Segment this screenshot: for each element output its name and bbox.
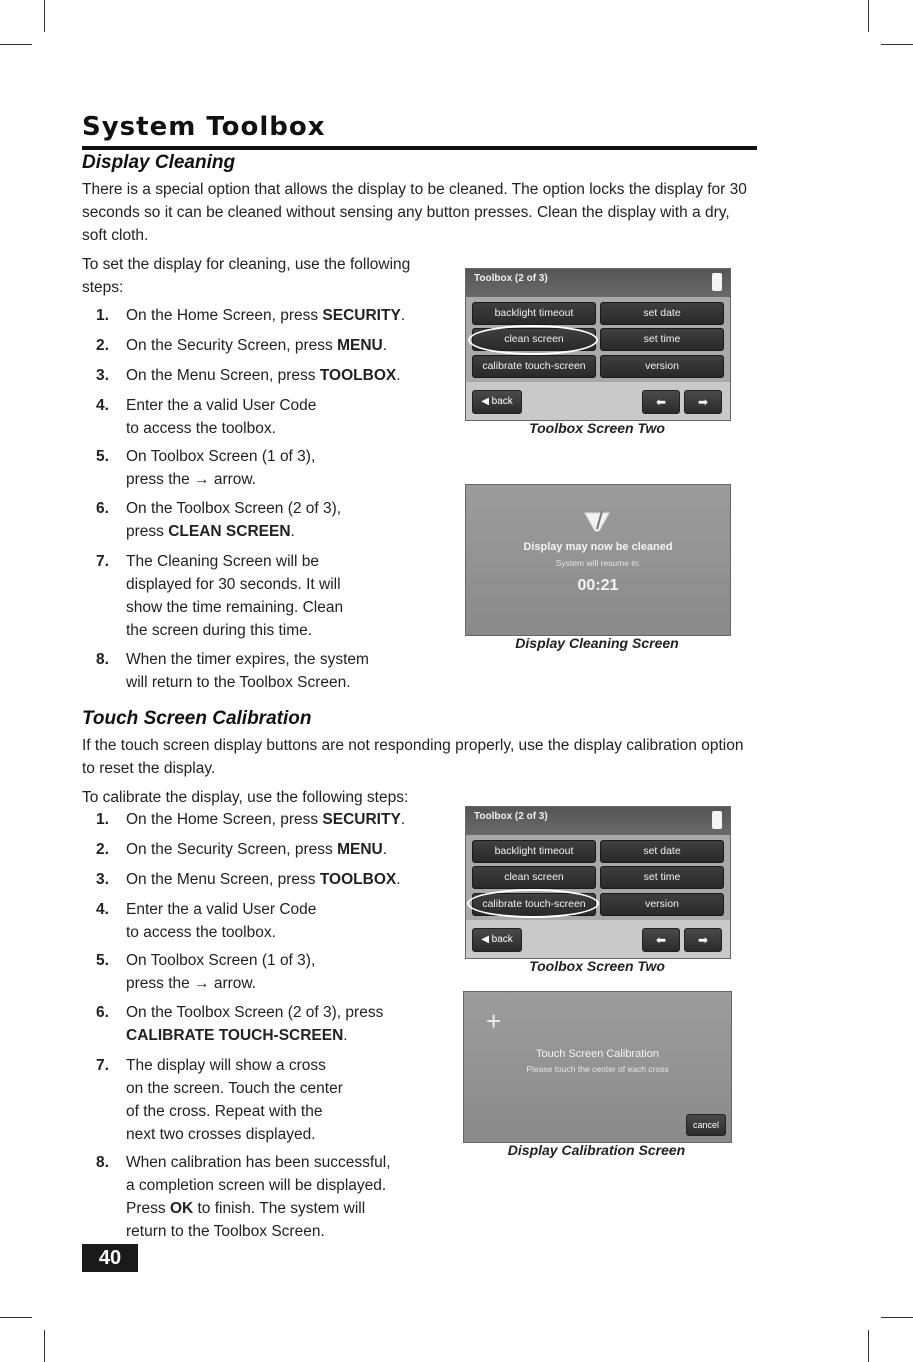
- crop-mark: [881, 44, 913, 45]
- right-arrow-button[interactable]: ➡: [684, 928, 722, 952]
- backlight-timeout-button[interactable]: backlight timeout: [472, 302, 596, 325]
- cleaning-heading: Display Cleaning: [82, 152, 236, 173]
- back-button[interactable]: ◀ back: [472, 390, 522, 414]
- cleaning-caption: Display Cleaning Screen: [515, 635, 679, 651]
- cleaning-lead: To set the display for cleaning, use the following steps:: [82, 256, 411, 296]
- page-number: 40: [82, 1244, 138, 1272]
- calibration-lead: To calibrate the display, use the following steps:: [82, 789, 409, 806]
- calibration-title: Touch Screen Calibration: [536, 1048, 659, 1060]
- calibration-intro: If the touch screen display buttons are not responding properly, use the display calibration option to reset the display.: [82, 737, 744, 777]
- calibrate-touch-screen-button[interactable]: calibrate touch-screen: [472, 893, 596, 916]
- cleaning-message: Display may now be cleaned: [523, 541, 673, 553]
- resume-text: System will resume in:: [555, 558, 641, 568]
- title-rule: [82, 146, 757, 150]
- right-arrow-button[interactable]: ➡: [684, 390, 722, 414]
- crop-mark: [0, 1317, 32, 1318]
- toolbox-caption: Toolbox Screen Two: [529, 420, 665, 436]
- backlight-timeout-button[interactable]: backlight timeout: [472, 840, 596, 863]
- cleaning-screen-image: [465, 484, 731, 636]
- crop-mark: [868, 1330, 869, 1362]
- clean-screen-button[interactable]: clean screen: [472, 866, 596, 889]
- plug-icon: [712, 273, 722, 291]
- version-button[interactable]: version: [600, 355, 724, 378]
- back-button[interactable]: ◀ back: [472, 928, 522, 952]
- set-time-button[interactable]: set time: [600, 328, 724, 351]
- toolbox-header: [466, 807, 730, 835]
- plug-icon: [712, 811, 722, 829]
- countdown-timer: 00:21: [577, 577, 619, 594]
- toolbox-screen-image: [465, 268, 731, 421]
- toolbox-caption-2: Toolbox Screen Two: [529, 958, 665, 974]
- toolbox-screen-image-2: [465, 806, 731, 959]
- clean-screen-button[interactable]: clean screen: [472, 328, 596, 351]
- crop-mark: [0, 44, 32, 45]
- toolbox-title: Toolbox (2 of 3): [474, 811, 548, 822]
- highlight-circle: [467, 889, 599, 918]
- cancel-button[interactable]: cancel: [686, 1114, 726, 1136]
- crop-mark: [881, 1317, 913, 1318]
- calibration-instruction: Please touch the center of each cross: [526, 1064, 669, 1074]
- toolbox-header: [466, 269, 730, 297]
- highlight-circle: [468, 325, 598, 355]
- toolbox-title: Toolbox (2 of 3): [474, 273, 548, 284]
- crop-mark: [44, 1330, 45, 1362]
- cleaning-intro: There is a special option that allows the display to be cleaned. The option locks the display for 30 seconds so it can be cleaned without sensing any button presses. Clean the display with a dry, soft cloth.: [82, 181, 747, 244]
- calibration-caption: Display Calibration Screen: [507, 1142, 686, 1158]
- wiper-icon: [582, 507, 612, 533]
- crop-mark: [44, 0, 45, 32]
- crop-mark: [868, 0, 869, 32]
- left-arrow-button[interactable]: ⬅: [642, 928, 680, 952]
- calibration-heading: Touch Screen Calibration: [82, 708, 312, 729]
- version-button[interactable]: version: [600, 893, 724, 916]
- set-date-button[interactable]: set date: [600, 302, 724, 325]
- set-time-button[interactable]: set time: [600, 866, 724, 889]
- set-date-button[interactable]: set date: [600, 840, 724, 863]
- page-title: System Toolbox: [82, 112, 326, 142]
- calibrate-touch-screen-button[interactable]: calibrate touch-screen: [472, 355, 596, 378]
- left-arrow-button[interactable]: ⬅: [642, 390, 680, 414]
- calibration-screen-image: [463, 991, 732, 1143]
- crosshair-icon: +: [486, 1006, 502, 1036]
